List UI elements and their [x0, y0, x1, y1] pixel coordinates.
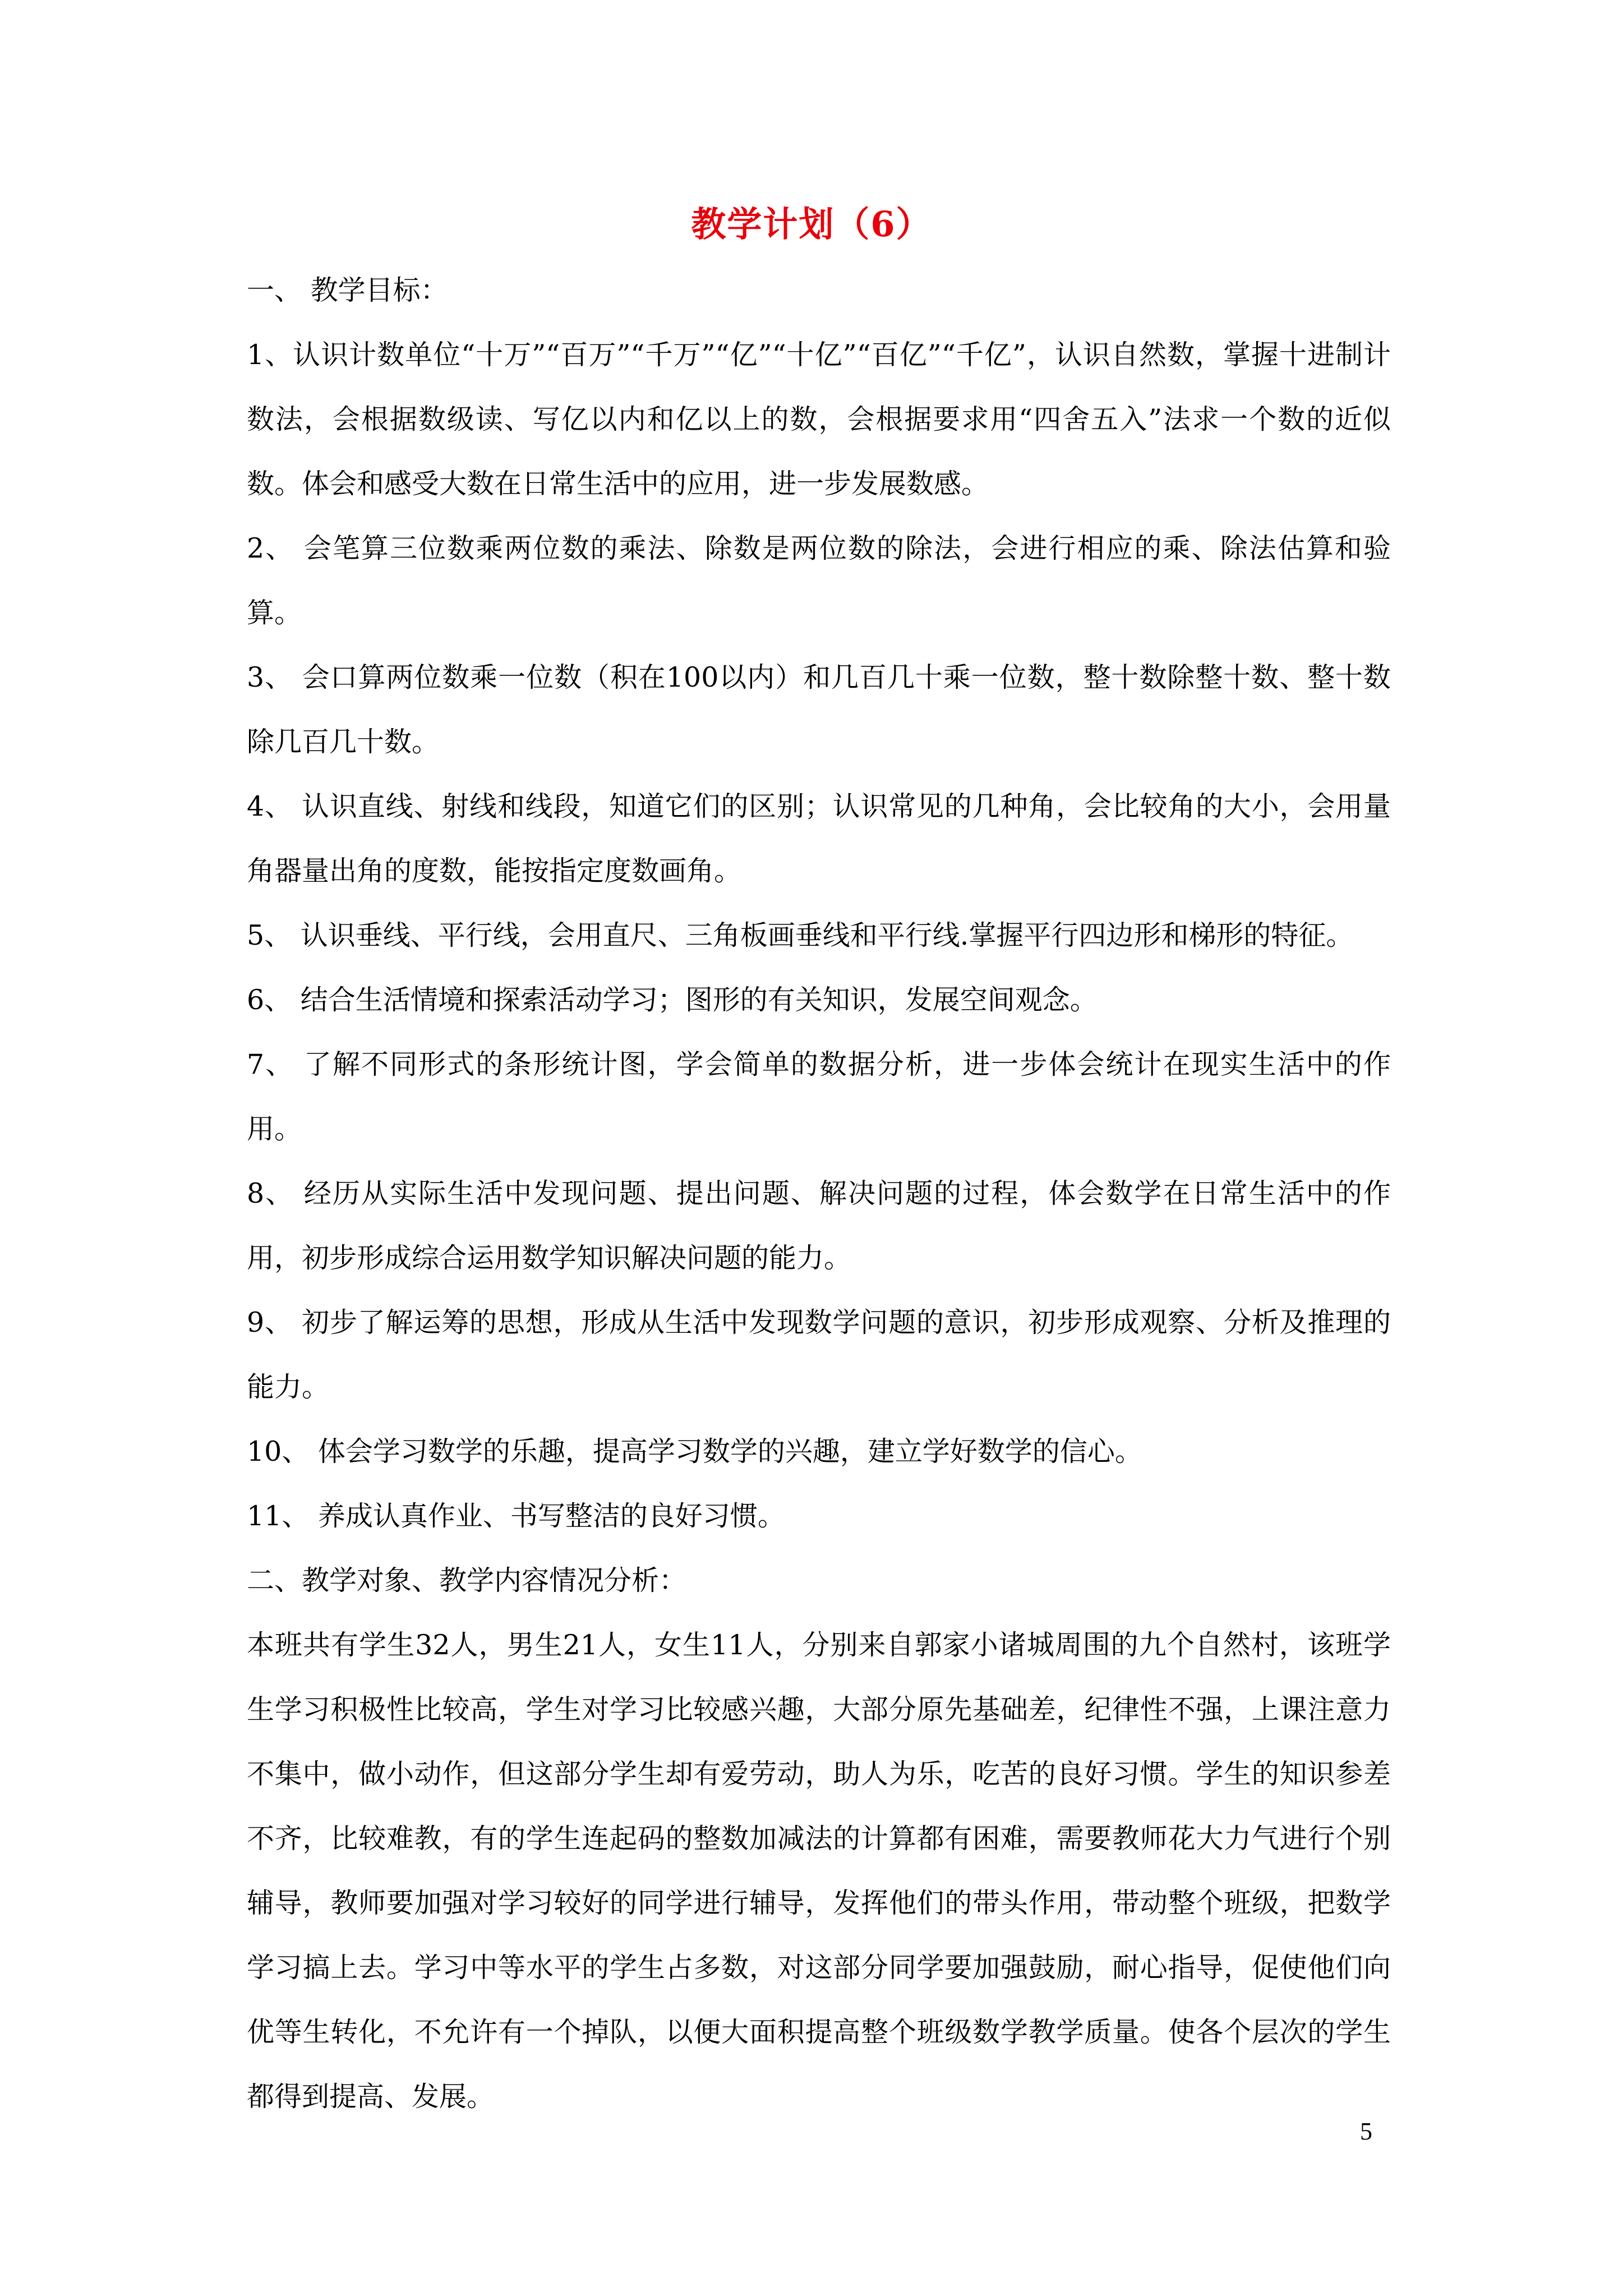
goal-item-10: 10、 体会学习数学的乐趣，提高学习数学的兴趣，建立学好数学的信心。	[247, 1435, 1142, 1467]
goal-item-9: 9、 初步了解运筹的思想，形成从生活中发现数学问题的意识，初步形成观察、分析及推理的能力。	[247, 1306, 1391, 1403]
document-title: 教学计划（6）	[691, 204, 932, 245]
page-number: 5	[1360, 2118, 1372, 2145]
analysis-paragraph: 本班共有学生32人，男生21人，女生11人，分别来自郭家小诸城周围的九个自然村，该班学生学习积极性比较高，学生对学习比较感兴趣，大部分原先基础差，纪律性不强，上课注意力不集中，做小动作，但这部分学生却有爱劳动，助人为乐，吃苦的良好习惯。学生的知识参差不齐，比较难教，有的学生连起码的整数加减法的计算都有困难，需要教师花大力气进行个别辅导，教师要加强对学习较好的同学进行辅导，发挥他们的带头作用，带动整个班级，把数学学习搞上去。学习中等水平的学生占多数，对这部分同学要加强鼓励，耐心指导，促使他们向优等生转化，不允许有一个掉队，以便大面积提高整个班级数学教学质量。使各个层次的学生都得到提高、发展。	[247, 1629, 1391, 2113]
goal-item-3: 3、 会口算两位数乘一位数（积在100以内）和几百几十乘一位数，整十数除整十数、整十数除几百几十数。	[247, 661, 1391, 758]
goal-item-4: 4、 认识直线、射线和线段，知道它们的区别；认识常见的几种角，会比较角的大小，会用量角器量出角的度数，能按指定度数画角。	[247, 790, 1391, 887]
goal-item-8: 8、 经历从实际生活中发现问题、提出问题、解决问题的过程，体会数学在日常生活中的作用，初步形成综合运用数学知识解决问题的能力。	[247, 1177, 1391, 1274]
section-heading-teaching-goals: 一、 教学目标：	[247, 274, 448, 306]
goal-item-5: 5、 认识垂线、平行线，会用直尺、三角板画垂线和平行线.掌握平行四边形和梯形的特征。	[247, 919, 1354, 951]
goal-item-6: 6、 结合生活情境和探索活动学习；图形的有关知识，发展空间观念。	[247, 984, 1098, 1016]
goal-item-1: 1、认识计数单位“十万”“百万”“千万”“亿”“十亿”“百亿”“千亿”，认识自然数，掌握十进制计数法，会根据数级读、写亿以内和亿以上的数，会根据要求用“四舍五入”法求一个数的近似数。体会和感受大数在日常生活中的应用，进一步发展数感。	[247, 339, 1391, 500]
goal-item-11: 11、 养成认真作业、书写整洁的良好习惯。	[247, 1500, 785, 1532]
goal-item-7: 7、 了解不同形式的条形统计图，学会简单的数据分析，进一步体会统计在现实生活中的作用。	[247, 1048, 1391, 1145]
document-body	[247, 258, 1391, 2129]
goal-item-2: 2、 会笔算三位数乘两位数的乘法、除数是两位数的除法，会进行相应的乘、除法估算和验算。	[247, 532, 1391, 629]
section-heading-analysis: 二、教学对象、教学内容情况分析：	[247, 1565, 687, 1596]
